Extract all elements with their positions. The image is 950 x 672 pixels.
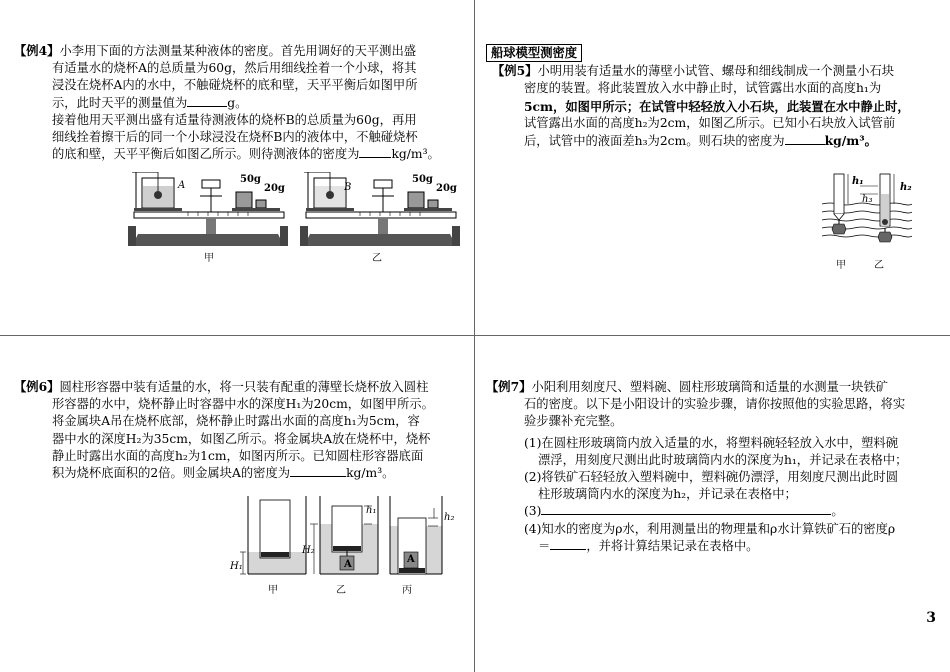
step-1: (1)在圆柱形玻璃筒内放入适量的水，将塑料碗轻轻放入水中，塑料碗 — [524, 435, 899, 450]
answer-blank[interactable] — [187, 95, 227, 107]
example-5-tag: 【例5】 — [492, 63, 538, 79]
figure-caption: 丙 — [402, 585, 412, 596]
answer-blank[interactable] — [541, 503, 831, 515]
figure-caption: 甲 — [268, 585, 278, 596]
example-4-line: 示，此时天平的测量值为 — [52, 95, 188, 110]
example-5-line: 5cm，如图甲所示；在试管中轻轻放入小石块，此装置在水中静止时， — [524, 98, 910, 114]
example-4-line: 细线拴着擦干后的同一个小球浸没在烧杯B内的液体中，不触碰烧杯 — [52, 130, 418, 145]
page-number: 3 — [926, 610, 936, 626]
example-7-line: 验步骤补充完整。 — [524, 414, 623, 429]
example-7-tag: 【例7】 — [486, 379, 532, 394]
example-6-tag: 【例6】 — [14, 379, 60, 394]
step-4: (4)知水的密度为ρ水，利用测量出的物理量和ρ水计算铁矿石的密度ρ — [524, 521, 896, 536]
answer-blank[interactable] — [290, 465, 346, 477]
step-2-cont: 柱形玻璃筒内水的深度为h₂，并记录在表格中； — [538, 487, 797, 502]
example-4-line: 小李用下面的方法测量某种液体的密度。首先用调好的天平测出盛 — [59, 44, 417, 58]
step-3: (3) — [524, 504, 542, 519]
example-4 — [14, 42, 464, 163]
cylinder-figure-c — [384, 496, 464, 582]
block-label: A — [407, 554, 415, 565]
example-4-line: kg/m³。 — [391, 147, 440, 162]
example-7 — [486, 378, 942, 555]
figure-caption: 甲 — [836, 260, 846, 271]
dimension-label: H₁ — [230, 561, 243, 572]
figure-label: B — [344, 182, 352, 193]
example-6-line: kg/m³。 — [346, 466, 395, 481]
example-4-line: 的底和壁，天平平衡后如图乙所示。则待测液体的密度为 — [52, 147, 360, 162]
figure-caption: 乙 — [336, 585, 346, 596]
example-4-line: g。 — [227, 95, 248, 110]
figure-caption: 甲 — [204, 253, 214, 264]
example-4-line: 接着他用天平测出盛有适量待测液体的烧杯B的总质量为60g，再用 — [52, 112, 417, 127]
answer-blank[interactable] — [550, 538, 586, 550]
step-2: (2)将铁矿石轻轻放入塑料碗中，塑料碗仍漂浮，用刻度尺测出此时圆 — [524, 470, 899, 485]
cylinder-figure-a — [232, 496, 308, 582]
weight-label: 50g — [412, 174, 433, 185]
example-5 — [486, 44, 942, 150]
dimension-label: H₂ — [302, 545, 315, 556]
weight-label: 50g — [240, 174, 261, 185]
horizontal-divider — [0, 335, 950, 336]
topic-heading: 船球模型测密度 — [486, 44, 582, 62]
answer-blank[interactable] — [359, 146, 391, 158]
dimension-label: h₃ — [862, 194, 873, 205]
example-6-line: 静止时露出水面的高度h₂为1cm，如图丙所示。已知圆柱形容器底面 — [52, 448, 424, 463]
step-4-end: ，并将计算结果记录在表格中。 — [586, 538, 759, 553]
answer-blank[interactable] — [785, 133, 825, 145]
block-label: A — [344, 559, 352, 570]
test-tube-figure — [820, 170, 912, 252]
example-5-line: 密度的装置。将此装置放入水中静止时，试管露出水面的高度h₁为 — [524, 81, 882, 96]
dimension-label: h₁ — [852, 176, 864, 187]
example-7-line: 石的密度。以下是小阳设计的实验步骤，请你按照他的实验思路，将实 — [524, 397, 906, 412]
example-6 — [14, 378, 464, 482]
example-6-line: 形容器的水中，烧杯静止时容器中水的深度H₁为20cm，如图甲所示。 — [52, 397, 434, 412]
vertical-divider — [474, 0, 475, 672]
example-5-line: 试管露出水面的高度h₂为2cm，如图乙所示。已知小石块放入试管前 — [524, 115, 896, 130]
step-3-end: 。 — [831, 504, 844, 519]
example-4-line: 浸没在烧杯A内的水中，不触碰烧杯的底和壁，天平平衡后如图甲所 — [52, 78, 418, 93]
example-5-line: 后，试管中的液面差h₃为2cm。则石块的密度为 — [524, 134, 785, 149]
example-4-line: 有适量水的烧杯A的总质量为60g，然后用细线拴着一个小球，将其 — [52, 61, 417, 76]
step-1-cont: 漂浮，用刻度尺测出此时玻璃筒内水的深度为h₁，并记录在表格中； — [538, 452, 908, 467]
weight-label: 20g — [436, 183, 457, 194]
example-6-line: 将金属块A吊在烧杯底部，烧杯静止时露出水面的高度h₁为5cm，容 — [52, 414, 420, 429]
dimension-label: h₂ — [900, 182, 912, 193]
example-5-line: 小明用装有适量水的薄壁小试管、螺母和细线制成一个测量小石块 — [537, 64, 895, 79]
dimension-label: h₂ — [444, 512, 455, 523]
example-6-line: 圆柱形容器中装有适量的水，将一只装有配重的薄壁长烧杯放入圆柱 — [59, 380, 429, 394]
figure-label: A — [178, 180, 186, 191]
figure-caption: 乙 — [874, 260, 884, 271]
figure-caption: 乙 — [372, 253, 382, 264]
step-4-eq: ＝ — [538, 538, 551, 553]
dimension-label: h₁ — [366, 505, 377, 516]
example-5-line: kg/m³。 — [824, 133, 877, 149]
example-7-line: 小阳利用刻度尺、塑料碗、圆柱形玻璃筒和适量的水测量一块铁矿 — [531, 380, 889, 394]
example-6-line: 积为烧杯底面积的2倍。则金属块A的密度为 — [52, 466, 291, 481]
example-6-line: 器中水的深度H₂为35cm，如图乙所示。将金属块A放在烧杯中，烧杯 — [52, 431, 431, 446]
example-4-tag: 【例4】 — [14, 43, 60, 58]
weight-label: 20g — [264, 183, 285, 194]
